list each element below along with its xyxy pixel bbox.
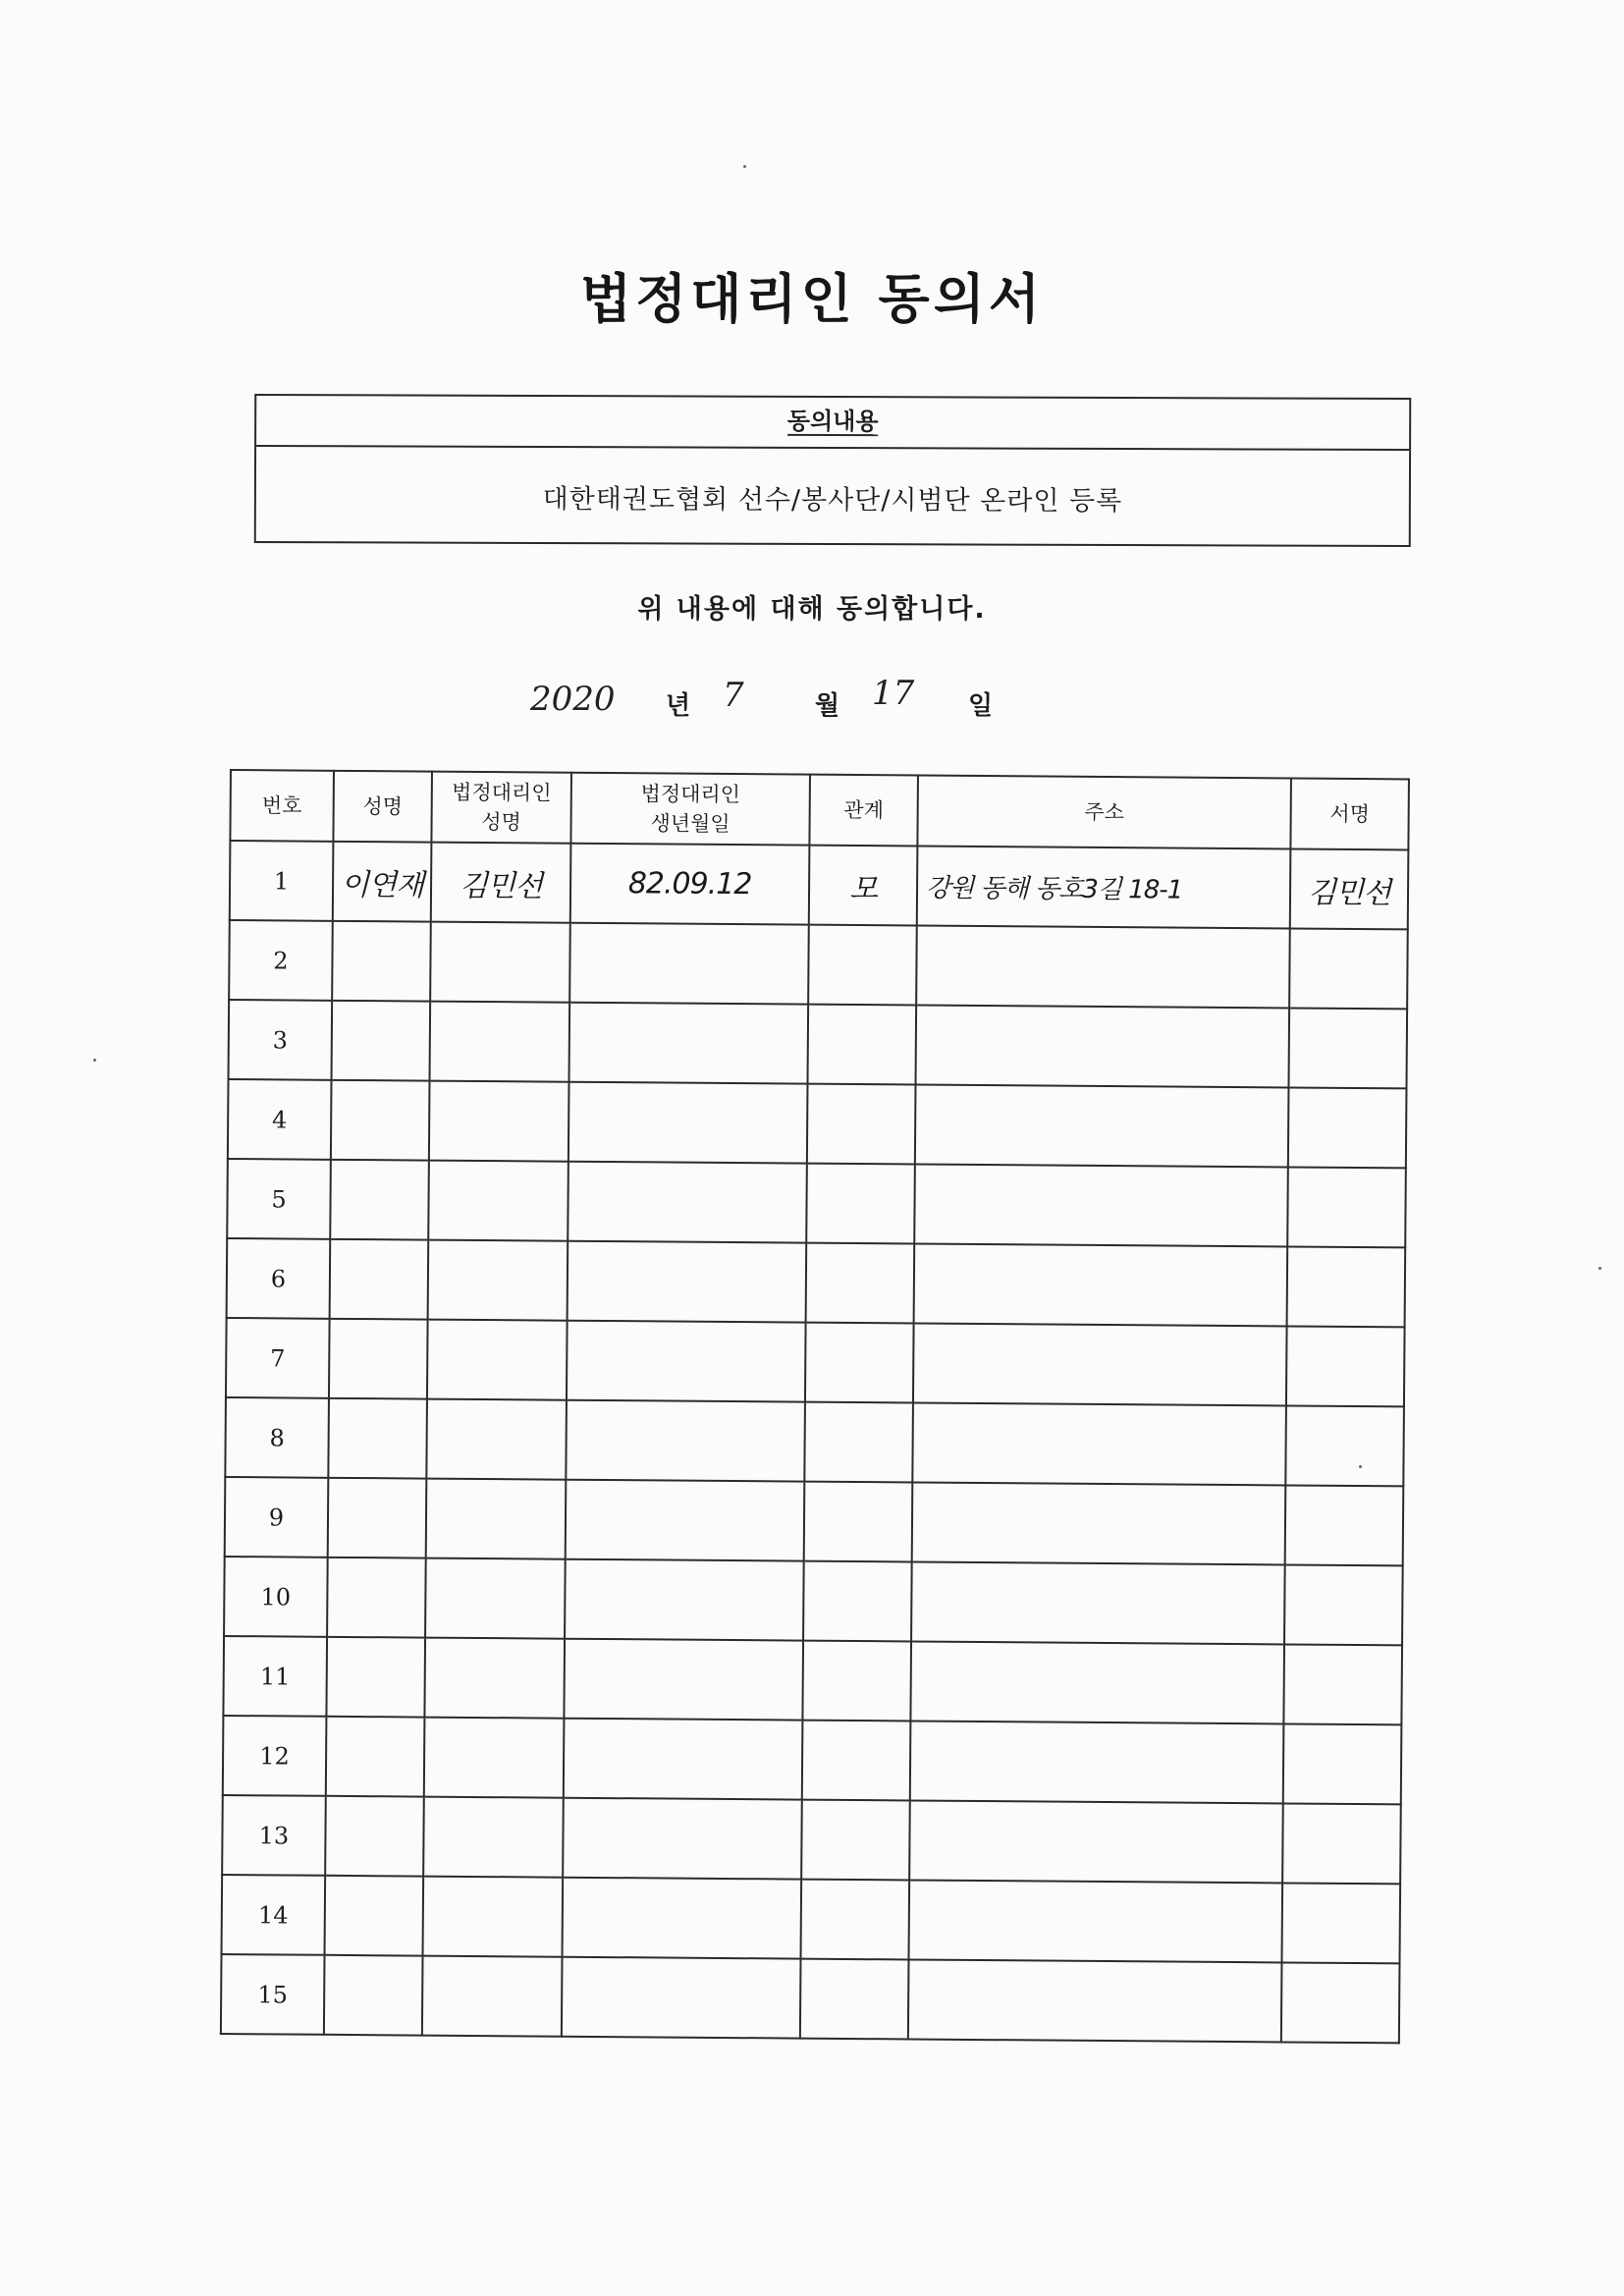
table-row — [221, 1954, 1400, 2043]
row-no: 15 — [221, 1954, 325, 2035]
guardian-table-wrapper — [220, 769, 1408, 2044]
row-address — [916, 926, 1290, 1009]
row-guardian-name — [422, 1956, 563, 2037]
row-address — [909, 1800, 1283, 1883]
header-address: 주소 — [917, 776, 1291, 849]
table-row — [225, 1477, 1404, 1565]
consent-header-label: 동의내용 — [786, 407, 879, 436]
consent-header — [256, 396, 1409, 451]
row-guardian-birth — [569, 923, 809, 1005]
consent-content-box — [254, 394, 1412, 547]
row-guardian-birth — [565, 1559, 804, 1641]
table-row — [228, 1079, 1407, 1168]
row-signature — [1289, 928, 1408, 1009]
table-row — [223, 1716, 1402, 1804]
row-signature — [1284, 1564, 1403, 1645]
date-month-value: 7 — [723, 676, 744, 715]
table-row — [226, 1318, 1405, 1406]
row-guardian-birth — [562, 1957, 801, 2039]
row-name — [330, 1160, 429, 1240]
row-guardian-birth — [569, 1003, 809, 1084]
row-signature — [1281, 1883, 1400, 1963]
row-name — [330, 1239, 429, 1320]
table-row — [229, 1000, 1408, 1088]
guardian-consent-table — [220, 769, 1410, 2044]
row-relation — [806, 1164, 915, 1244]
row-no: 9 — [225, 1477, 329, 1558]
date-year-unit: 년 — [666, 691, 691, 721]
row-guardian-birth — [568, 1241, 807, 1323]
row-guardian-name — [427, 1320, 568, 1400]
row-relation — [801, 1800, 910, 1881]
row-address — [915, 1084, 1289, 1167]
header-guardian-name-line2: 성명 — [481, 810, 521, 835]
row-guardian-name — [424, 1718, 565, 1798]
row-guardian-birth — [568, 1162, 807, 1243]
header-guardian-birth-line1: 법정대리인 — [640, 782, 741, 807]
row-guardian-birth — [567, 1321, 806, 1402]
row-name — [327, 1558, 426, 1638]
row-signature — [1288, 1087, 1407, 1168]
row-guardian-name — [428, 1240, 568, 1321]
row-guardian-birth — [566, 1480, 805, 1561]
row-guardian-birth — [566, 1400, 805, 1482]
row-guardian-name — [423, 1797, 564, 1878]
row-guardian-name — [425, 1558, 566, 1639]
row-name: 이연재 — [333, 842, 432, 922]
table-row — [225, 1397, 1404, 1486]
row-signature — [1282, 1803, 1401, 1884]
row-address — [912, 1482, 1286, 1564]
row-relation: 모 — [809, 846, 918, 926]
header-no: 번호 — [230, 770, 334, 842]
row-no: 13 — [222, 1795, 326, 1876]
row-no: 2 — [229, 920, 333, 1001]
row-address — [911, 1561, 1285, 1644]
table-row — [222, 1795, 1401, 1884]
table-row — [223, 1636, 1402, 1724]
row-name — [328, 1398, 427, 1479]
row-relation — [800, 1959, 909, 2040]
row-address — [914, 1164, 1288, 1246]
consent-body: 대한태권도협회 선수/봉사단/시범단 온라인 등록 — [542, 483, 1123, 517]
row-signature — [1281, 1962, 1400, 2043]
row-relation — [807, 1084, 916, 1165]
table-row — [224, 1557, 1403, 1645]
row-name — [325, 1876, 424, 1956]
row-no: 14 — [222, 1875, 326, 1955]
row-relation — [807, 1005, 916, 1085]
date-line — [0, 674, 1624, 737]
scan-speck — [1598, 1267, 1601, 1270]
row-guardian-name — [426, 1479, 567, 1559]
date-day-value: 17 — [872, 674, 915, 713]
table-header-row — [230, 770, 1409, 849]
header-name: 성명 — [333, 771, 432, 843]
row-address — [914, 1243, 1288, 1326]
row-guardian-birth: 82.09.12 — [570, 844, 810, 925]
row-guardian-name — [430, 1002, 570, 1082]
row-no: 6 — [227, 1238, 331, 1319]
row-relation — [801, 1880, 910, 1960]
row-no: 11 — [223, 1636, 327, 1717]
row-relation — [802, 1721, 911, 1801]
row-guardian-name: 김민선 — [431, 843, 571, 923]
row-signature — [1283, 1644, 1402, 1724]
row-relation — [804, 1402, 913, 1483]
header-guardian-name — [431, 772, 571, 844]
row-name — [324, 1955, 423, 2036]
row-no: 8 — [225, 1397, 329, 1478]
row-signature — [1285, 1405, 1404, 1486]
row-address — [913, 1323, 1287, 1405]
row-relation — [805, 1323, 914, 1403]
row-guardian-birth — [564, 1719, 803, 1800]
row-guardian-birth — [564, 1639, 803, 1721]
row-signature — [1285, 1485, 1404, 1565]
row-name — [326, 1637, 425, 1718]
row-no: 4 — [228, 1079, 332, 1160]
row-address — [910, 1721, 1284, 1803]
header-guardian-name-line1: 법정대리인 — [452, 780, 552, 805]
row-name — [325, 1796, 424, 1877]
row-name — [332, 921, 431, 1002]
row-no: 3 — [229, 1000, 333, 1080]
row-relation — [803, 1561, 912, 1642]
row-signature — [1287, 1167, 1406, 1247]
row-no: 5 — [227, 1159, 331, 1239]
row-no: 7 — [226, 1318, 330, 1398]
row-relation — [802, 1641, 911, 1722]
row-no: 1 — [230, 841, 334, 921]
row-no: 12 — [223, 1716, 327, 1796]
scan-speck — [743, 165, 746, 168]
row-signature — [1287, 1246, 1406, 1327]
header-guardian-birth — [570, 773, 810, 846]
row-signature: 김민선 — [1290, 848, 1409, 929]
scan-speck — [93, 1059, 96, 1062]
row-address — [915, 1005, 1289, 1087]
row-address: 강원 동해 동호3길 18-1 — [917, 847, 1291, 929]
row-relation — [808, 925, 917, 1006]
date-day-unit: 일 — [968, 691, 994, 721]
row-guardian-name — [424, 1638, 565, 1719]
header-relation: 관계 — [809, 775, 918, 847]
row-relation — [804, 1482, 913, 1562]
row-name — [326, 1717, 425, 1797]
row-relation — [806, 1243, 915, 1324]
agreement-statement: 위 내용에 대해 동의합니다. — [637, 594, 987, 625]
row-guardian-name — [426, 1399, 567, 1480]
date-year-value: 2020 — [530, 680, 616, 719]
row-address — [912, 1402, 1286, 1485]
row-guardian-name — [428, 1161, 568, 1241]
row-name — [331, 1080, 430, 1161]
row-address — [908, 1959, 1282, 2042]
row-no: 10 — [224, 1557, 328, 1637]
row-name — [329, 1319, 428, 1399]
row-signature — [1283, 1723, 1402, 1804]
row-address — [908, 1880, 1282, 1962]
date-month-unit: 월 — [815, 691, 840, 721]
table-row — [230, 841, 1409, 929]
header-guardian-birth-line2: 생년월일 — [650, 811, 731, 837]
row-address — [910, 1641, 1284, 1723]
table-row — [229, 920, 1408, 1009]
row-guardian-birth — [568, 1082, 808, 1164]
table-row — [222, 1875, 1401, 1963]
row-guardian-name — [429, 1081, 569, 1162]
row-name — [328, 1478, 427, 1558]
row-name — [332, 1001, 431, 1081]
row-guardian-name — [423, 1877, 564, 1957]
row-guardian-name — [430, 922, 570, 1003]
table-row — [227, 1159, 1406, 1247]
row-guardian-birth — [563, 1878, 802, 1959]
header-signature: 서명 — [1290, 778, 1409, 849]
row-signature — [1286, 1326, 1405, 1406]
row-guardian-birth — [563, 1798, 802, 1880]
document-title: 법정대리인 동의서 — [579, 268, 1045, 330]
table-row — [227, 1238, 1406, 1327]
row-signature — [1288, 1008, 1407, 1088]
